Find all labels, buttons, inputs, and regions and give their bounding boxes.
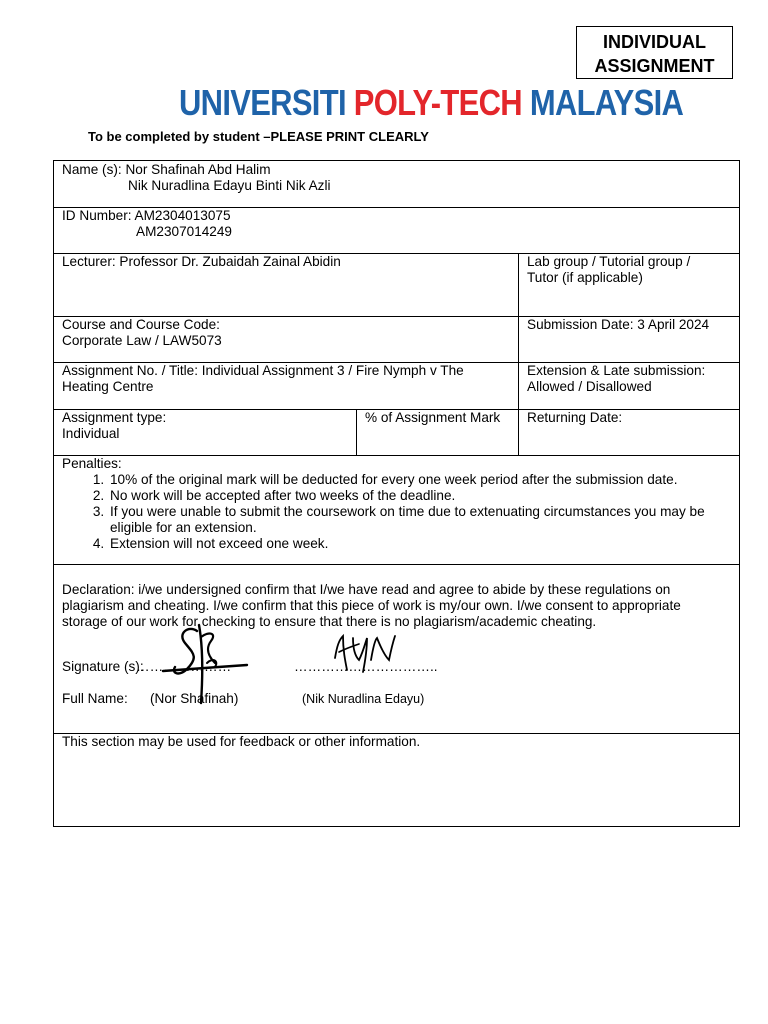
course-value: Corporate Law / LAW5073 (62, 333, 222, 348)
badge-line-2: ASSIGNMENT (594, 56, 715, 76)
uni-name-part-2: POLY-TECH (353, 82, 522, 123)
extension-cell: Extension & Late submission: Allowed / Disallowed (518, 363, 739, 409)
declaration-text: Declaration: i/we undersigned confirm that I/we have read and agree to abide by these regulations on plagiarism and cheating. I/we confirm that this piece of work is my/our own. I/we consent to appropriate storage of our work for checking to ensure that there is no plagiarism/academic cheating. (62, 582, 681, 629)
assignment-type-label: Assignment type: (62, 410, 167, 425)
course-label: Course and Course Code: (62, 317, 220, 332)
signature-line-1: ………………… (136, 659, 232, 674)
full-name-2: (Nik Nuradlina Edayu) (302, 692, 425, 706)
badge-line-1: INDIVIDUAL (603, 32, 706, 52)
assignment-type-cell (54, 410, 356, 455)
id-label: ID Number: (62, 208, 135, 223)
submission-date-cell: Submission Date: 3 April 2024 (518, 317, 739, 362)
cover-form (53, 160, 740, 827)
lab-group-cell: Lab group / Tutorial group / Tutor (if applicable) (518, 254, 739, 316)
returning-date-cell: Returning Date: (518, 410, 739, 455)
name-cell (54, 161, 739, 207)
signature-label: Signature (s): (62, 659, 144, 674)
penalties-cell (54, 456, 739, 564)
mark-cell: % of Assignment Mark (356, 410, 518, 455)
id-cell (54, 208, 739, 253)
course-row (54, 317, 739, 363)
penalties-row (54, 456, 739, 565)
uni-name-part-1: UNIVERSITI (179, 82, 354, 123)
name-value-2: Nik Nuradlina Edayu Binti Nik Azli (128, 178, 331, 193)
penalties-list (62, 472, 729, 552)
lecturer-cell: Lecturer: Professor Dr. Zubaidah Zainal Abidin (62, 254, 341, 269)
name-value-1: Nor Shafinah Abd Halim (125, 162, 271, 177)
penalty-item: 2. No work will be accepted after two weeks of the deadline. (108, 488, 729, 504)
assignment-type-row (54, 410, 739, 456)
assignment-type-value: Individual (62, 426, 120, 441)
penalty-item: 1. 10% of the original mark will be deducted for every one week period after the submission date. (108, 472, 729, 488)
signature-line-2: ………………………….. (294, 659, 438, 674)
assignment-title-row (54, 363, 739, 410)
full-name-label: Full Name: (62, 691, 128, 706)
signature-2-image (329, 630, 399, 675)
penalty-item: 3. If you were unable to submit the coursework on time due to extenuating circumstances you may be eligible for an extension. (108, 504, 729, 536)
lecturer-row (54, 254, 739, 317)
uni-name-part-3: MALAYSIA (521, 82, 684, 123)
name-row (54, 161, 739, 208)
assignment-type-badge (576, 26, 733, 79)
id-value-1: AM2304013075 (134, 208, 231, 223)
feedback-cell: This section may be used for feedback or other information. (62, 734, 421, 749)
full-name-1: (Nor Shafinah) (150, 691, 239, 706)
id-value-2: AM2307014249 (136, 224, 232, 239)
name-label: Name (s): (62, 162, 126, 177)
course-cell (54, 317, 518, 362)
feedback-row (54, 734, 739, 826)
declaration-row (54, 565, 739, 734)
university-logo-text (179, 82, 684, 124)
id-row (54, 208, 739, 254)
assignment-title-cell: Assignment No. / Title: Individual Assignment 3 / Fire Nymph v The Heating Centre (62, 363, 464, 394)
penalties-label: Penalties: (62, 456, 122, 471)
instruction-text: To be completed by student –PLEASE PRINT CLEARLY (88, 129, 429, 144)
penalty-item: 4. Extension will not exceed one week. (108, 536, 729, 552)
